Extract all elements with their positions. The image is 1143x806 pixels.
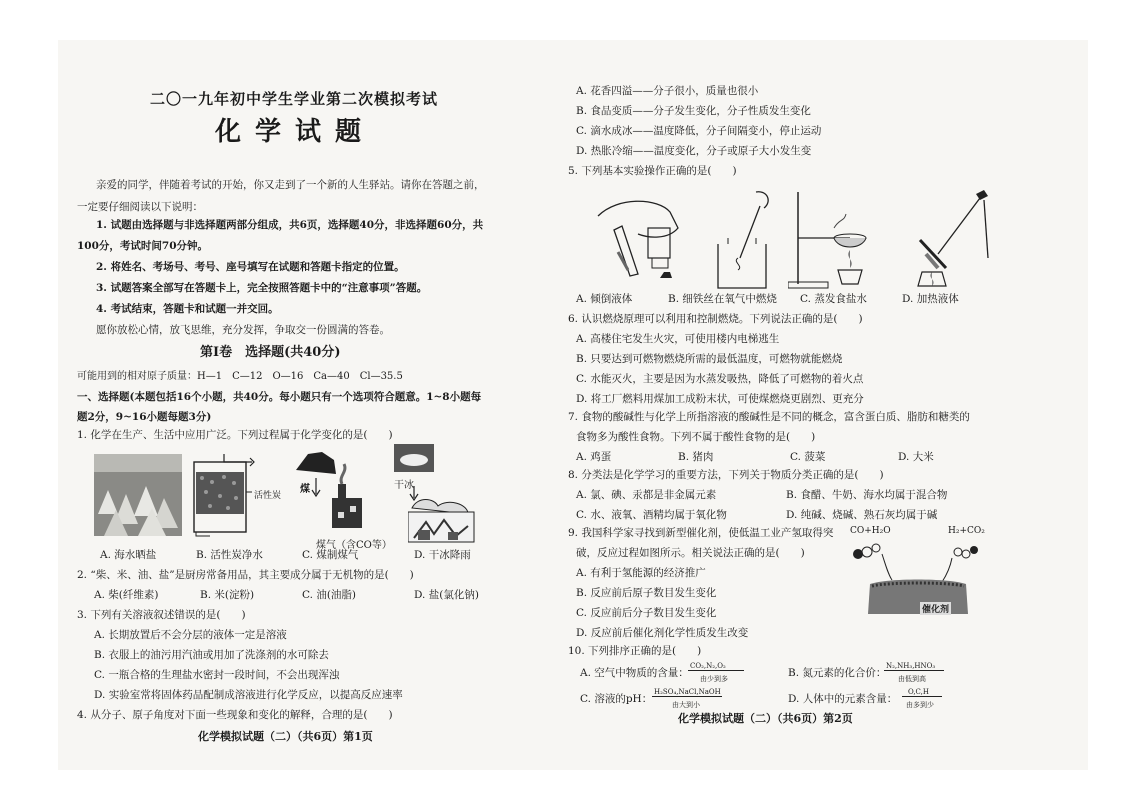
q10-option-d: D. 人体中的元素含量：	[788, 693, 898, 705]
instruction-1a: 1. 试题由选择题与非选择题两部分组成，共6页，选择题40分，非选择题60分，共	[96, 219, 484, 231]
q10-c-arrow	[652, 696, 722, 697]
instruction-1b: 100分，考试时间70分钟。	[77, 240, 209, 252]
atomic-masses: 可能用到的相对原子质量：H—1 C—12 O—16 Ca—40 Cl—35.5	[77, 371, 403, 382]
page-1-footer: 化学模拟试题（二）（共6页）第1页	[198, 730, 373, 743]
subject-title: 化学试题	[215, 117, 376, 147]
q3-stem: 3. 下列有关溶液叙述错误的是( )	[77, 609, 246, 621]
coal-gas-label: 煤气（含CO等）	[316, 540, 392, 551]
q9-option-c: C. 反应前后分子数目发生变化	[576, 607, 717, 619]
sea-salt-drying-photo	[94, 454, 182, 536]
q7-option-d: D. 大米	[898, 451, 934, 463]
q9-option-b: B. 反应前后原子数目发生变化	[576, 587, 717, 599]
q9-option-d: D. 反应前后催化剂化学性质发生改变	[576, 627, 749, 639]
q7-option-a: A. 鸡蛋	[576, 451, 612, 463]
wish-line: 愿你放松心情，放飞思维，充分发挥，争取交一份圆满的答卷。	[96, 324, 390, 336]
q9-stem-1: 9. 我国科学家寻找到新型催化剂，使低温工业产氢取得突	[568, 527, 834, 539]
q1-option-d: D. 干冰降雨	[414, 549, 471, 561]
q9-stem-2: 破，反应过程如图所示。相关说法正确的是( )	[576, 547, 805, 559]
q10-option-c: C. 溶液的pH：	[580, 693, 653, 705]
q8-option-d: D. 纯碱、烧碱、熟石灰均属于碱	[786, 509, 938, 521]
q10-b-order: N₂,NH₃,HNO₃	[886, 662, 936, 670]
q5-stem: 5. 下列基本实验操作正确的是( )	[568, 165, 737, 177]
q10-d-order: O,C,H	[908, 688, 929, 696]
activated-carbon-label: 活性炭	[254, 491, 282, 501]
q4-option-a: A. 花香四溢——分子很小，质量也很小	[576, 85, 759, 97]
q10-a-order: CO₂,N₂,O₂	[690, 662, 726, 670]
catalyst-reaction-diagram	[848, 538, 988, 618]
q10-b-arrow	[884, 670, 944, 671]
products-label: H₂+CO₂	[948, 526, 985, 536]
instruction-4: 4. 考试结束，答题卡和试题一并交回。	[96, 303, 279, 315]
instruction-2: 2. 将姓名、考场号、考号、座号填写在试题和答题卡指定的位置。	[96, 261, 405, 273]
q10-a-arrow	[688, 670, 744, 671]
q7-option-b: B. 猪肉	[678, 451, 714, 463]
section-title: 第Ⅰ卷 选择题(共40分)	[200, 345, 341, 360]
q3-option-a: A. 长期放置后不会分层的液体一定是溶液	[94, 629, 287, 641]
q2-option-b: B. 米(淀粉)	[200, 589, 255, 601]
exam-page-2	[568, 40, 1088, 770]
q3-option-d: D. 实验室常将固体药品配制成溶液进行化学反应，以提高反应速率	[94, 689, 403, 701]
part-intro-2: 题2分，9~16小题每题3分)	[77, 411, 212, 423]
reactants-label: CO+H₂O	[850, 526, 891, 536]
q7-stem-1: 7. 食物的酸碱性与化学上所指溶液的酸碱性是不同的概念，富含蛋白质、脂肪和糖类的	[568, 411, 970, 423]
dry-ice-photo	[394, 444, 434, 478]
heating-liquid-sketch	[884, 188, 994, 292]
q1-option-c: C. 煤制煤气	[302, 549, 359, 561]
q8-option-c: C. 水、液氧、酒精均属于氧化物	[576, 509, 727, 521]
q2-option-d: D. 盐(氯化钠)	[414, 589, 479, 601]
q3-option-c: C. 一瓶合格的生理盐水密封一段时间，不会出现浑浊	[94, 669, 340, 681]
q1-option-b: B. 活性炭净水	[196, 549, 263, 561]
q2-stem: 2. “柴、米、油、盐”是厨房常备用品，其主要成分属于无机物的是( )	[77, 569, 414, 581]
q4-option-c: C. 滴水成冰——温度降低，分子间隔变小，停止运动	[576, 125, 822, 137]
instruction-3: 3. 试题答案全部写在答题卡上，完全按照答题卡中的“注意事项”答题。	[96, 282, 428, 294]
q5-option-c: C. 蒸发食盐水	[800, 293, 867, 305]
q10-c-order: H₂SO₄,NaCl,NaOH	[654, 688, 721, 696]
q7-stem-2: 食物多为酸性食物。下列不属于酸性食物的是( )	[576, 431, 816, 443]
q10-d-direction: 由多到少	[906, 701, 934, 709]
q3-option-b: B. 衣服上的油污用汽油或用加了洗涤剂的水可除去	[94, 649, 329, 661]
q6-option-a: A. 高楼住宅发生火灾，可使用楼内电梯逃生	[576, 333, 780, 345]
q6-option-b: B. 只要达到可燃物燃烧所需的最低温度，可燃物就能燃烧	[576, 353, 843, 365]
greeting-line-1: 亲爱的同学，伴随着考试的开始，你又走到了一个新的人生驿站。请你在答题之前，	[96, 179, 485, 191]
q7-option-c: C. 菠菜	[790, 451, 826, 463]
exam-page-1	[58, 40, 573, 770]
q5-option-b: B. 细铁丝在氧气中燃烧	[668, 293, 777, 305]
q5-option-d: D. 加热液体	[902, 293, 959, 305]
q2-option-a: A. 柴(纤维素)	[94, 589, 159, 601]
q10-option-a: A. 空气中物质的含量：	[580, 667, 689, 679]
q4-option-d: D. 热胀冷缩——温度变化，分子或原子大小发生变	[576, 145, 812, 157]
part-intro-1: 一、选择题(本题包括16个小题，共40分。每小题只有一个选项符合题意。1~8小题每	[77, 391, 482, 403]
q4-option-b: B. 食品变质——分子发生变化，分子性质发生变化	[576, 105, 811, 117]
q2-option-c: C. 油(油脂)	[302, 589, 357, 601]
exam-title: 二〇一九年初中学生学业第二次模拟考试	[150, 90, 439, 108]
q9-option-a: A. 有利于氢能源的经济推广	[576, 567, 706, 579]
dry-ice-label: 干冰	[394, 480, 414, 491]
catalyst-label: 催化剂	[920, 602, 951, 615]
q10-b-direction: 由低到高	[898, 675, 926, 683]
artificial-rain-drawing	[408, 486, 478, 544]
q10-a-direction: 由少到多	[700, 675, 728, 683]
q10-option-b: B. 氮元素的化合价：	[788, 667, 887, 679]
q5-option-a: A. 倾倒液体	[576, 293, 633, 305]
q10-c-direction: 由大到小	[672, 701, 700, 709]
q4-stem: 4. 从分子、原子角度对下面一些现象和变化的解释，合理的是( )	[77, 709, 393, 721]
q8-stem: 8. 分类法是化学学习的重要方法，下列关于物质分类正确的是( )	[568, 469, 884, 481]
q6-stem: 6. 认识燃烧原理可以利用和控制燃烧。下列说法正确的是( )	[568, 313, 863, 325]
pouring-liquid-sketch	[578, 188, 698, 292]
q6-option-d: D. 将工厂燃料用煤加工成粉末状，可使煤燃烧更剧烈、更充分	[576, 393, 864, 405]
q1-stem: 1. 化学在生产、生活中应用广泛。下列过程属于化学变化的是( )	[77, 429, 393, 441]
q6-option-c: C. 水能灭火，主要是因为水蒸发吸热，降低了可燃物的着火点	[576, 373, 864, 385]
greeting-line-2: 一定要仔细阅读以下说明：	[77, 201, 203, 213]
q8-option-a: A. 氯、碘、汞都是非金属元素	[576, 489, 717, 501]
q10-stem: 10. 下列排序正确的是( )	[568, 645, 702, 657]
page-2-footer: 化学模拟试题（二）（共6页）第2页	[678, 712, 853, 725]
evaporating-salt-water-sketch	[788, 188, 888, 292]
q10-d-arrow	[902, 696, 942, 697]
q8-option-b: B. 食醋、牛奶、海水均属于混合物	[786, 489, 948, 501]
iron-wire-burning-sketch	[698, 188, 788, 292]
coal-label: 煤	[300, 484, 310, 495]
q1-option-a: A. 海水晒盐	[100, 549, 157, 561]
